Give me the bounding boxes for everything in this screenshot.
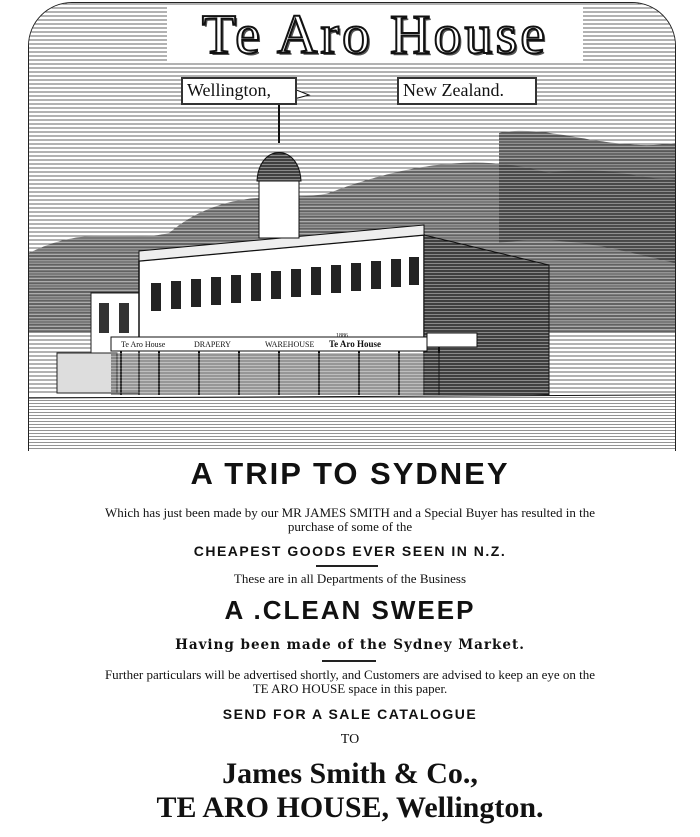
firm-name: James Smith & Co., [222,757,478,790]
clean-sweep-heading: A .CLEAN SWEEP [224,595,476,625]
divider-rule [316,565,378,567]
to-line: TO [340,732,360,747]
departments-line: These are in all Departments of the Business [233,571,467,586]
intro-line-2: purchase of some of the [287,519,413,534]
further-line-2: TE ARO HOUSE space in this paper. [252,681,448,696]
cheapest-goods-heading: CHEAPEST GOODS EVER SEEN IN N.Z. [193,543,507,559]
signboard-te-aro-left: Te Aro House [121,340,166,349]
intro-paragraph [0,506,700,534]
further-line-1: Further particulars will be advertised shortly, and Customers are advised to keep an eye on the [104,667,596,682]
place-label-new-zealand: New Zealand. [397,77,537,105]
headline: A TRIP TO SYDNEY [190,456,510,491]
signboard-year: 1886 [336,333,348,339]
signboard-drapery: DRAPERY [194,340,231,349]
signboard-te-aro-right: Te Aro House [329,339,382,349]
divider-rule [322,660,376,662]
title-plate [167,4,583,66]
page-title: Te Aro House [201,4,549,66]
place-label-wellington: Wellington, [181,77,297,105]
firm-address: TE ARO HOUSE, Wellington. [156,791,544,824]
signboard-warehouse: WAREHOUSE [265,340,315,349]
sydney-market-line: Having been made of the Sydney Market. [175,637,525,653]
send-catalogue-heading: SEND FOR A SALE CATALOGUE [222,706,478,722]
further-particulars-paragraph [0,668,700,696]
engraving-illustration [29,3,675,451]
building-engraving [28,2,676,451]
intro-line-1: Which has just been made by our MR JAMES SMITH and a Special Buyer has resulted in the [105,505,595,520]
